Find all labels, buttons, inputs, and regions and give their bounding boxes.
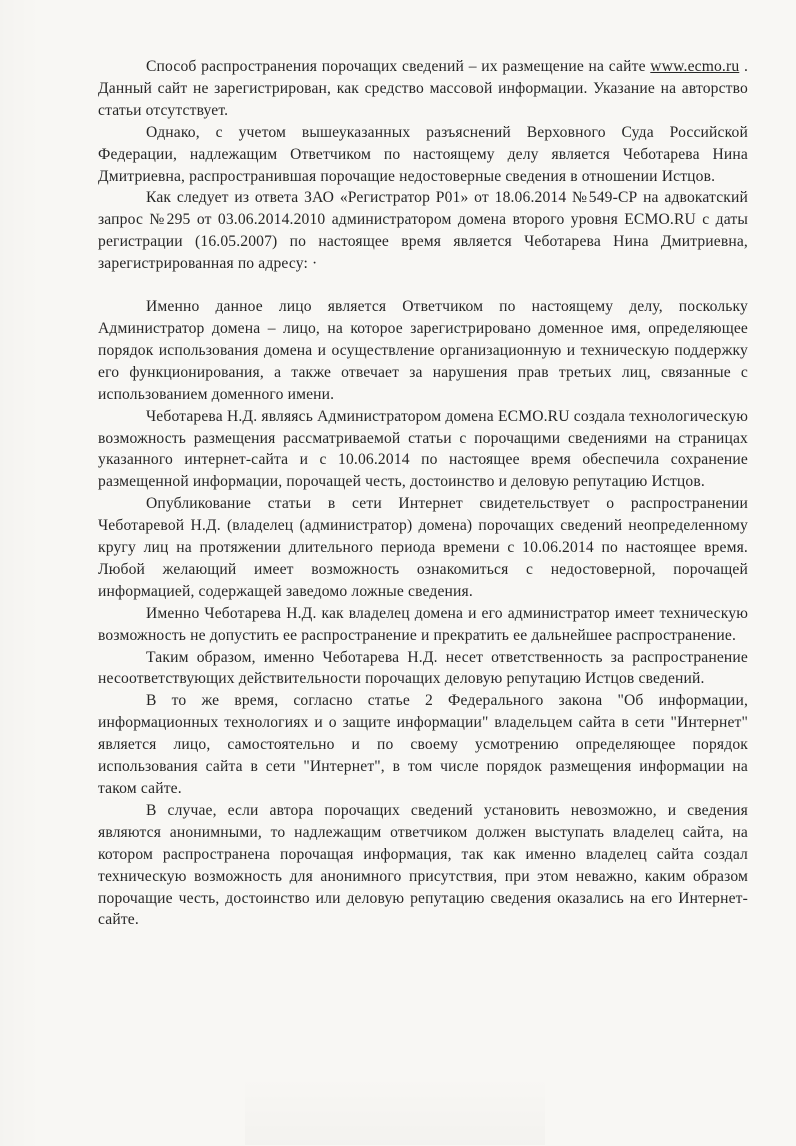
paragraph-internet-publication: Опубликование статьи в сети Интернет свидетельствует о распространении Чеботаревой Н.Д. (владелец (администратор) домена) порочащих сведений неопределенному кругу лиц на протяжении длительного периода времени с 10.06.2014 по настоящее время. Любой желающий имеет возможность ознакомиться с недостоверной, порочащей информацией, содержащей заведомо ложные сведения. — [98, 495, 748, 600]
paragraph-distribution-method — [98, 56, 748, 122]
paragraph-proper-defendant: Однако, с учетом вышеуказанных разъяснений Верховного Суда Российской Федерации, надлежащим Ответчиком по настоящему делу является Чеботарева Нина Дмитриевна, распространившая порочащие недостоверные сведения в отношении Истцов. — [98, 123, 748, 185]
paragraph-domain-administrator: Именно данное лицо является Ответчиком по настоящему делу, поскольку Администратор домена – лицо, на которое зарегистрировано доменное имя, определяющее порядок использования домена и осуществление организационную и техническую поддержку его функционирования, а также отвечает за нарушения прав третьих лиц, связанные с использованием доменного имени. — [98, 298, 748, 403]
paragraph-text: . Данный сайт не зарегистрирован, как средство массовой информации. Указание на авторство статьи отсутствует. — [98, 58, 748, 119]
paragraph-responsibility: Таким образом, именно Чеботарева Н.Д. несет ответственность за распространение несоответствующих действительности порочащих деловую репутацию Истцов сведений. — [98, 648, 748, 688]
paragraph-technical-ability: Именно Чеботарева Н.Д. как владелец домена и его администратор имеет техническую возможность не допустить ее распространение и прекратить ее дальнейшее распространение. — [98, 604, 748, 644]
paragraph-registrar-response: Как следует из ответа ЗАО «Регистратор Р01» от 18.06.2014 №549-СР на адвокатский запрос №295 от 03.06.2014.2010 администратором домена второго уровня ECMO.RU с даты регистрации (16.05.2007) по настоящее время является Чеботарева Нина Дмитриевна, зарегистрированная по адресу: · — [98, 189, 748, 273]
paragraph-federal-law: В то же время, согласно статье 2 Федерального закона "Об информации, информационных технологиях и о защите информации" владельцем сайта в сети "Интернет" является лицо, самостоятельно и по своему усмотрению определяющее порядок использования сайта в сети "Интернет", в том числе порядок размещения информации на таком сайте. — [98, 692, 748, 797]
scan-shadow — [245, 1075, 545, 1145]
paragraph-technological-possibility: Чеботарева Н.Д. являясь Администратором домена ECMO.RU создала технологическую возможность размещения рассматриваемой статьи с порочащими сведениями на страницах указанного интернет-сайта и с 10.06.2014 по настоящее время обеспечила сохранение размещенной информации, порочащей честь, достоинство и деловую репутацию Истцов. — [98, 407, 748, 491]
website-link[interactable]: www.ecmo.ru — [650, 58, 740, 75]
paragraph-anonymous-author: В случае, если автора порочащих сведений установить невозможно, и сведения являются анонимными, то надлежащим ответчиком должен выступать владелец сайта, на котором распространена порочащая информация, так как именно владелец сайта создал техническую возможность для анонимного присутствия, при этом неважно, каким образом порочащие честь, достоинство или деловую репутацию сведения оказались на его Интернет-сайте. — [98, 801, 748, 929]
paragraph-text: Способ распространения порочащих сведений – их размещение на сайте — [146, 58, 651, 75]
document-body — [98, 56, 748, 931]
